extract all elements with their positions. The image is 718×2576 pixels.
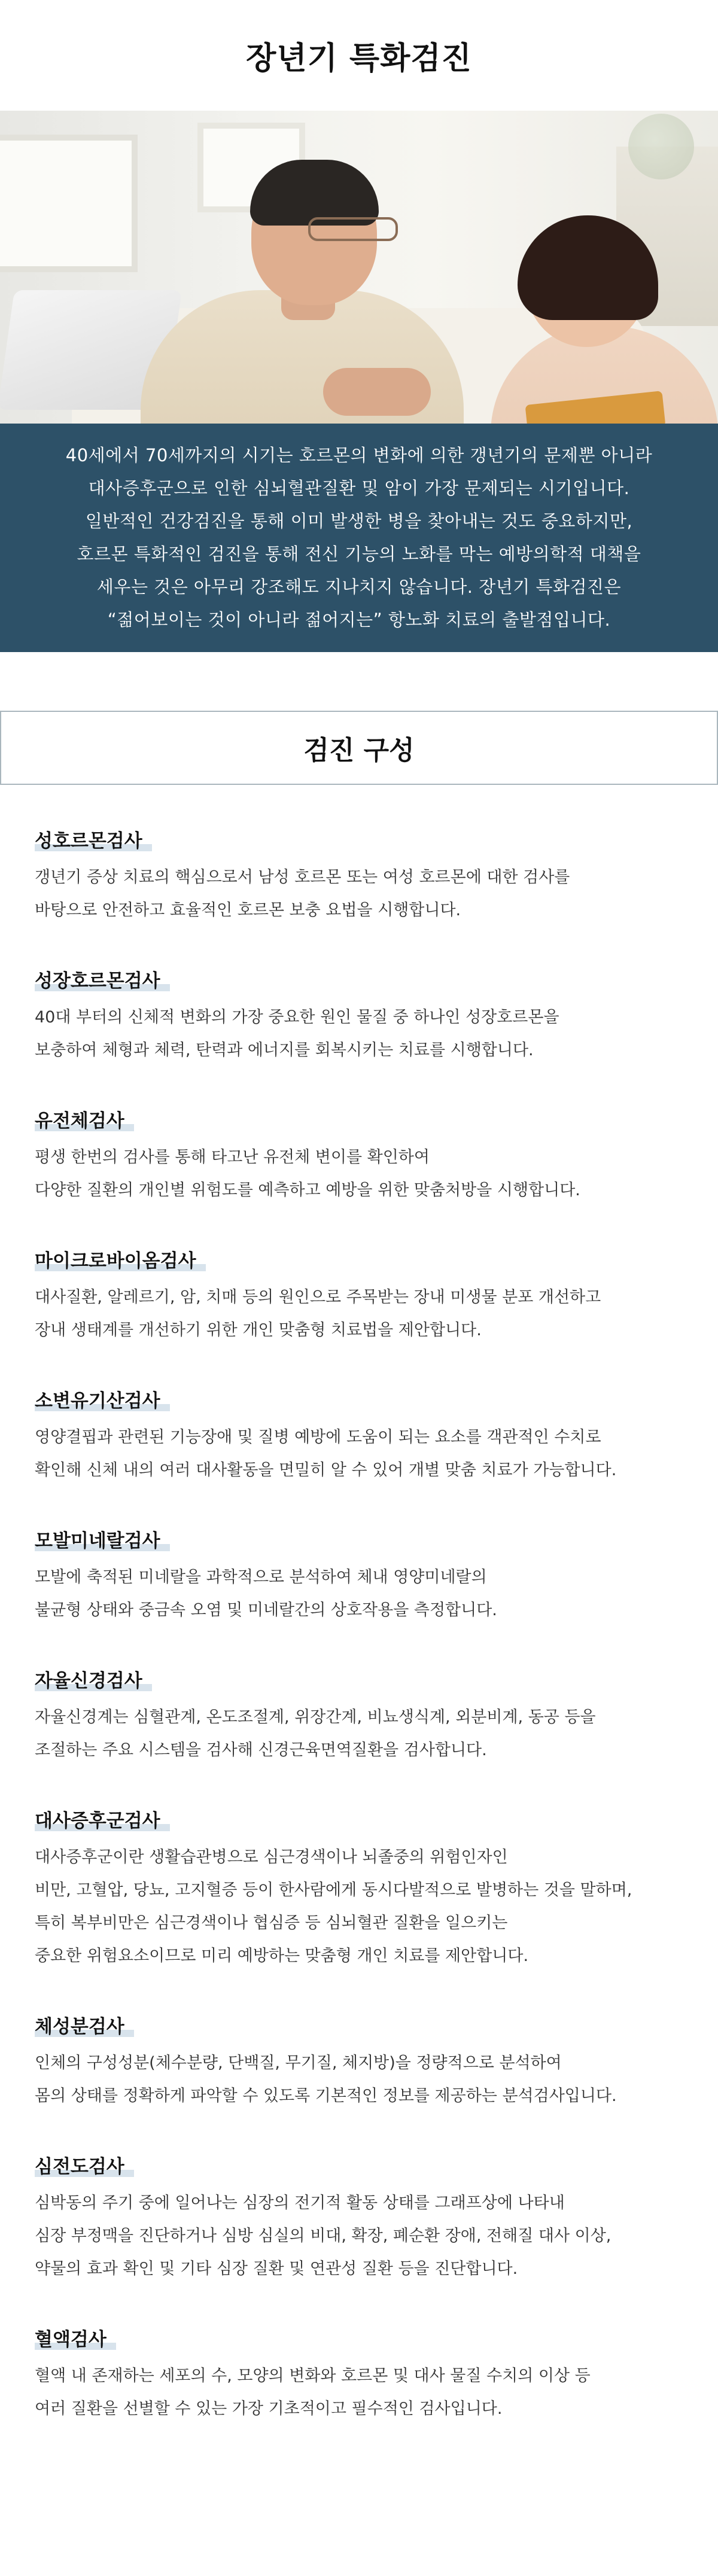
exam-title: 모발미네랄검사 [35, 1525, 166, 1552]
exam-title: 대사증후군검사 [35, 1805, 166, 1832]
hero-photo [0, 111, 718, 426]
exam-desc-line: 대사증후군이란 생활습관병으로 심근경색이나 뇌졸중의 위험인자인 [35, 1848, 508, 1866]
exam-description [35, 1141, 693, 1207]
exam-description [35, 2187, 693, 2285]
exam-desc-line: 자율신경계는 심혈관계, 온도조절계, 위장간계, 비뇨생식계, 외분비계, 동공 등을 [35, 1708, 596, 1727]
exam-desc-line: 모발에 축적된 미네랄을 과학적으로 분석하여 체내 영양미네랄의 [35, 1568, 487, 1587]
exam-desc-line: 인체의 구성성분(체수분량, 단백질, 무기질, 체지방)을 정량적으로 분석하여 [35, 2054, 562, 2072]
exam-desc-line: 장내 생태계를 개선하기 위한 개인 맞춤형 치료법을 제안합니다. [35, 1321, 482, 1339]
exam-desc-line: 보충하여 체형과 체력, 탄력과 에너지를 회복시키는 치료를 시행합니다. [35, 1041, 534, 1059]
exam-desc-line: 조절하는 주요 시스템을 검사해 신경근육면역질환을 검사합니다. [35, 1741, 487, 1759]
exam-item-autonomic [35, 1665, 693, 1767]
exam-title: 유전체검사 [35, 1106, 130, 1132]
exam-description [35, 1701, 693, 1767]
page-title: 장년기 특화검진 [246, 41, 472, 77]
exam-desc-line: 여러 질환을 선별할 수 있는 가장 기초적이고 필수적인 검사입니다. [35, 2400, 503, 2418]
exam-desc-line: 대사질환, 알레르기, 암, 치매 등의 원인으로 주목받는 장내 미생물 분포 개선하고 [35, 1288, 601, 1307]
exam-title: 성장호르몬검사 [35, 966, 166, 992]
exam-description [35, 2047, 693, 2112]
exam-desc-line: 평생 한번의 검사를 통해 타고난 유전체 변이를 확인하여 [35, 1148, 430, 1167]
exam-item-sex-hormone [35, 826, 693, 927]
exam-description [35, 1561, 693, 1627]
exam-item-genome [35, 1106, 693, 1207]
exam-desc-line: 영양결핍과 관련된 기능장애 및 질병 예방에 도움이 되는 요소를 객관적인 수치로 [35, 1428, 601, 1447]
exam-item-metabolic [35, 1805, 693, 1972]
exam-description [35, 2359, 693, 2425]
exam-desc-line: 특히 복부비만은 심근경색이나 협심증 등 심뇌혈관 질환을 일으키는 [35, 1914, 508, 1932]
exam-desc-line: 심박동의 주기 중에 일어나는 심장의 전기적 활동 상태를 그래프상에 나타내 [35, 2194, 565, 2212]
exam-description [35, 1841, 693, 1972]
intro-line: 세우는 것은 아무리 강조해도 지나치지 않습니다. 장년기 특화검진은 [96, 577, 622, 597]
exam-desc-line: 다양한 질환의 개인별 위험도를 예측하고 예방을 위한 맞춤처방을 시행합니다. [35, 1181, 580, 1199]
exam-desc-line: 40대 부터의 신체적 변화의 가장 중요한 원인 물질 중 하나인 성장호르몬을 [35, 1008, 559, 1027]
exam-item-blood [35, 2324, 693, 2425]
exam-item-microbiome [35, 1246, 693, 1347]
exam-title: 마이크로바이옴검사 [35, 1246, 202, 1272]
exam-desc-line: 몸의 상태를 정확하게 파악할 수 있도록 기본적인 정보를 제공하는 분석검사입니다. [35, 2087, 617, 2105]
exam-title: 성호르몬검사 [35, 826, 148, 852]
intro-line: 호르몬 특화적인 검진을 통해 전신 기능의 노화를 막는 예방의학적 대책을 [77, 544, 641, 564]
exam-desc-line: 갱년기 증상 치료의 핵심으로서 남성 호르몬 또는 여성 호르몬에 대한 검사를 [35, 868, 570, 887]
exam-title: 체성분검사 [35, 2011, 130, 2038]
exam-description [35, 1001, 693, 1067]
intro-banner [0, 424, 718, 652]
intro-line: 40세에서 70세까지의 시기는 호르몬의 변화에 의한 갱년기의 문제뿐 아니라 [65, 445, 653, 465]
exam-desc-line: 중요한 위험요소이므로 미리 예방하는 맞춤형 개인 치료를 제안합니다. [35, 1947, 529, 1965]
exam-title: 혈액검사 [35, 2324, 112, 2351]
exam-item-hair-mineral [35, 1525, 693, 1627]
exam-description [35, 861, 693, 927]
exam-item-growth-hormone [35, 966, 693, 1067]
exam-description [35, 1421, 693, 1487]
exam-desc-line: 불균형 상태와 중금속 오염 및 미네랄간의 상호작용을 측정합니다. [35, 1601, 497, 1619]
section-title: 검진 구성 [303, 735, 415, 766]
intro-text [66, 439, 652, 637]
exam-item-ecg [35, 2151, 693, 2285]
exam-desc-line: 바탕으로 안전하고 효율적인 호르몬 보충 요법을 시행합니다. [35, 901, 461, 919]
exam-desc-line: 확인해 신체 내의 여러 대사활동을 면밀히 알 수 있어 개별 맞춤 치료가 가능합니다. [35, 1461, 617, 1479]
intro-line: 일반적인 건강검진을 통해 이미 발생한 병을 찾아내는 것도 중요하지만, [85, 511, 633, 531]
exam-title: 소변유기산검사 [35, 1386, 166, 1412]
exam-title: 자율신경검사 [35, 1665, 148, 1692]
intro-line: “젊어보이는 것이 아니라 젊어지는” 항노화 치료의 출발점입니다. [107, 610, 611, 630]
exam-description [35, 1281, 693, 1347]
exam-title: 심전도검사 [35, 2151, 130, 2178]
intro-line: 대사증후군으로 인한 심뇌혈관질환 및 암이 가장 문제되는 시기입니다. [88, 478, 630, 498]
exam-desc-line: 심장 부정맥을 진단하거나 심방 심실의 비대, 확장, 폐순환 장애, 전해질 대사 이상, [35, 2227, 611, 2245]
exam-item-organic-acid [35, 1386, 693, 1487]
exam-desc-line: 비만, 고혈압, 당뇨, 고지혈증 등이 한사람에게 동시다발적으로 발병하는 것을 말하며, [35, 1881, 632, 1899]
exam-item-body-composition [35, 2011, 693, 2112]
exam-desc-line: 혈액 내 존재하는 세포의 수, 모양의 변화와 호르몬 및 대사 물질 수치의 이상 등 [35, 2367, 591, 2385]
exam-desc-line: 약물의 효과 확인 및 기타 심장 질환 및 연관성 질환 등을 진단합니다. [35, 2260, 518, 2278]
section-header [0, 711, 718, 785]
